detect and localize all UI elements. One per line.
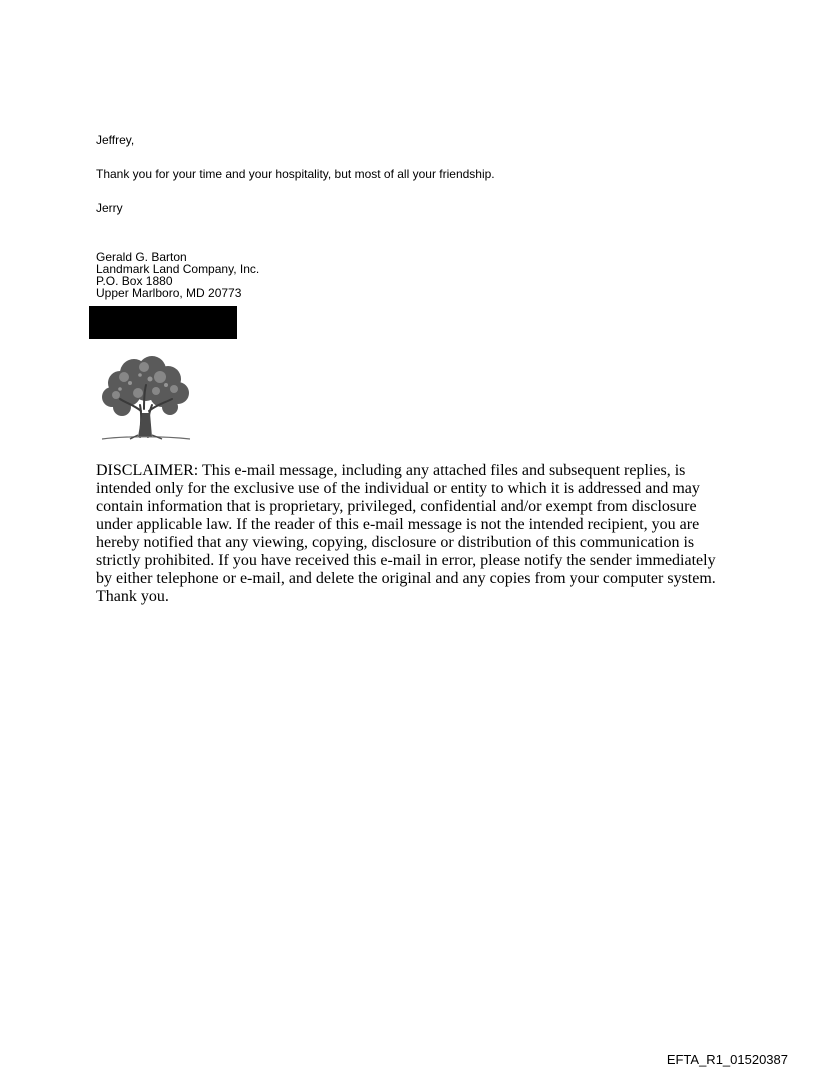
oak-tree-icon [94,353,196,445]
disclaimer-line: intended only for the exclusive use of the individual or entity to which it is addressed and may [96,480,700,497]
signature-name: Gerald G. Barton [96,250,187,264]
disclaimer-line: contain information that is proprietary, privileged, confidential and/or exempt from disclosure [96,498,697,515]
signature-city-state-zip: Upper Marlboro, MD 20773 [96,286,242,300]
signature-block [96,251,259,299]
disclaimer-line: by either telephone or e-mail, and delete the original and any copies from your computer system. [96,570,716,587]
document-id: EFTA_R1_01520387 [666,1052,788,1067]
disclaimer-line: strictly prohibited. If you have received this e-mail in error, please notify the sender immediately [96,552,716,569]
disclaimer-line: hereby notified that any viewing, copying, disclosure or distribution of this communication is [96,534,695,551]
signature-company: Landmark Land Company, Inc. [96,262,260,276]
redaction-box [89,306,237,339]
disclaimer [96,462,728,606]
disclaimer-line: DISCLAIMER: This e-mail message, including any attached files and subsequent replies, is [96,462,686,479]
signature-po-box: P.O. Box 1880 [96,274,173,288]
email-signoff: Jerry [96,201,123,215]
disclaimer-line: under applicable law. If the reader of this e-mail message is not the intended recipient, you are [96,516,700,533]
email-greeting: Jeffrey, [96,133,135,147]
disclaimer-line: Thank you. [96,588,169,605]
email-message: Thank you for your time and your hospitality, but most of all your friendship. [96,167,495,181]
